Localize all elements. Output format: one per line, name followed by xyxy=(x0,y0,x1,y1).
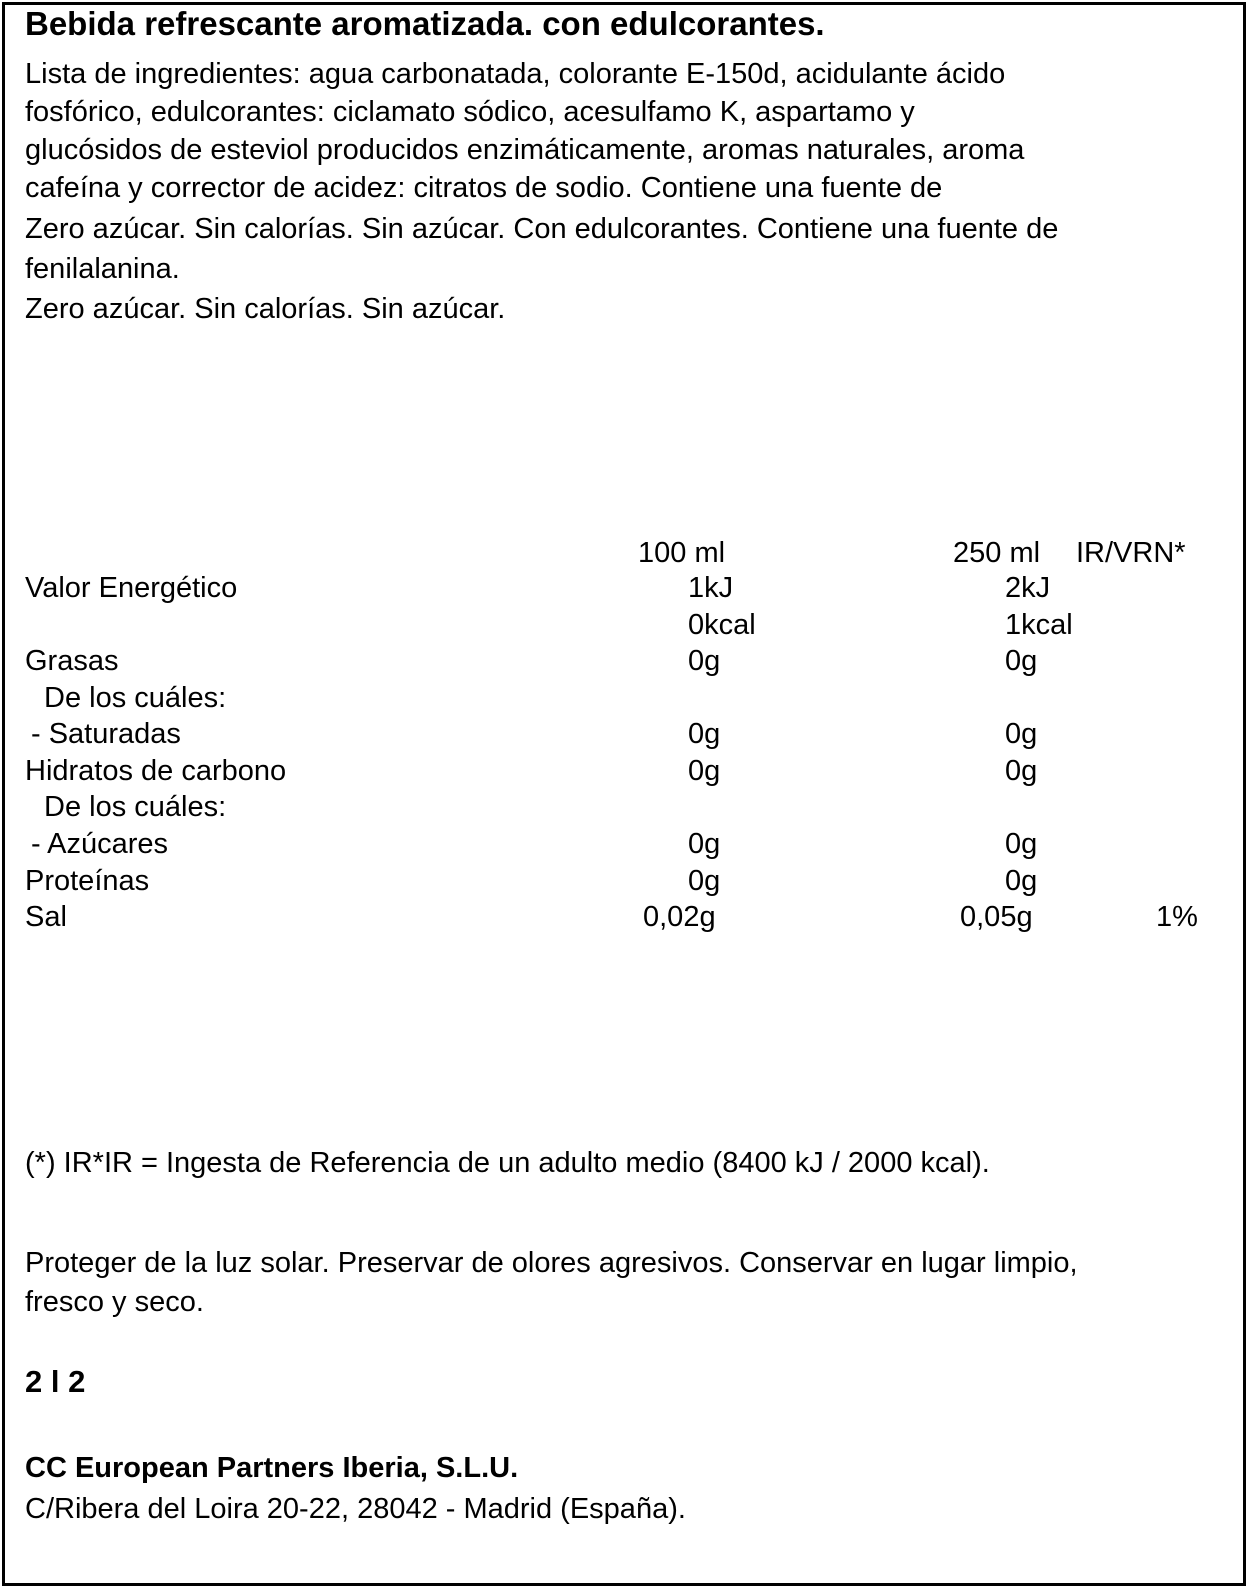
ingredients-line: fosfórico, edulcorantes: ciclamato sódico, acesulfamo K, aspartamo y xyxy=(25,96,915,128)
nutrient-label: Sal xyxy=(25,901,67,933)
header-per-100: 100 ml xyxy=(638,537,726,569)
value-per-250: 0g xyxy=(1005,828,1038,860)
nutrient-label: - Azúcares xyxy=(31,828,168,860)
claims-line: Zero azúcar. Sin calorías. Sin azúcar. xyxy=(25,293,506,325)
claims-line: fenilalanina. xyxy=(25,253,180,285)
value-per-100: 0g xyxy=(688,718,721,750)
footnote: (*) IR*IR = Ingesta de Referencia de un adulto medio (8400 kJ / 2000 kcal). xyxy=(25,1147,990,1179)
nutrient-label: De los cuáles: xyxy=(44,791,227,823)
value-per-100: 0kcal xyxy=(688,609,756,641)
value-ir: 1% xyxy=(1156,901,1198,933)
page-indicator: 2 l 2 xyxy=(25,1364,86,1399)
value-per-100: 0,02g xyxy=(643,901,716,933)
value-per-100: 0g xyxy=(688,865,721,897)
nutrient-label: Proteínas xyxy=(25,865,150,897)
value-per-250: 1kcal xyxy=(1005,609,1073,641)
value-per-100: 0g xyxy=(688,828,721,860)
nutrient-label: Grasas xyxy=(25,645,119,677)
company-name: CC European Partners Iberia, S.L.U. xyxy=(25,1452,519,1484)
value-per-250: 0,05g xyxy=(960,901,1033,933)
storage-line: Proteger de la luz solar. Preservar de olores agresivos. Conservar en lugar limpio, xyxy=(25,1247,1078,1279)
value-per-250: 0g xyxy=(1005,645,1038,677)
value-per-100: 1kJ xyxy=(688,572,734,604)
product-title: Bebida refrescante aromatizada. con edulcorantes. xyxy=(25,5,825,42)
nutrient-label: Valor Energético xyxy=(25,572,238,604)
value-per-100: 0g xyxy=(688,645,721,677)
header-ir: IR/VRN* xyxy=(1076,537,1186,569)
value-per-250: 2kJ xyxy=(1005,572,1051,604)
value-per-250: 0g xyxy=(1005,865,1038,897)
nutrient-label: - Saturadas xyxy=(31,718,181,750)
company-address: C/Ribera del Loira 20-22, 28042 - Madrid (España). xyxy=(25,1493,686,1525)
ingredients-line: Lista de ingredientes: agua carbonatada, colorante E-150d, acidulante ácido xyxy=(25,58,1006,90)
header-per-250: 250 ml xyxy=(953,537,1041,569)
nutrient-label: Hidratos de carbono xyxy=(25,755,287,787)
nutrient-label: De los cuáles: xyxy=(44,682,227,714)
value-per-250: 0g xyxy=(1005,755,1038,787)
value-per-100: 0g xyxy=(688,755,721,787)
storage-line: fresco y seco. xyxy=(25,1286,204,1318)
claims-line: Zero azúcar. Sin calorías. Sin azúcar. Con edulcorantes. Contiene una fuente de xyxy=(25,213,1059,245)
ingredients-line: cafeína y corrector de acidez: citratos de sodio. Contiene una fuente de xyxy=(25,172,943,204)
ingredients-line: glucósidos de esteviol producidos enzimáticamente, aromas naturales, aroma xyxy=(25,134,1025,166)
value-per-250: 0g xyxy=(1005,718,1038,750)
